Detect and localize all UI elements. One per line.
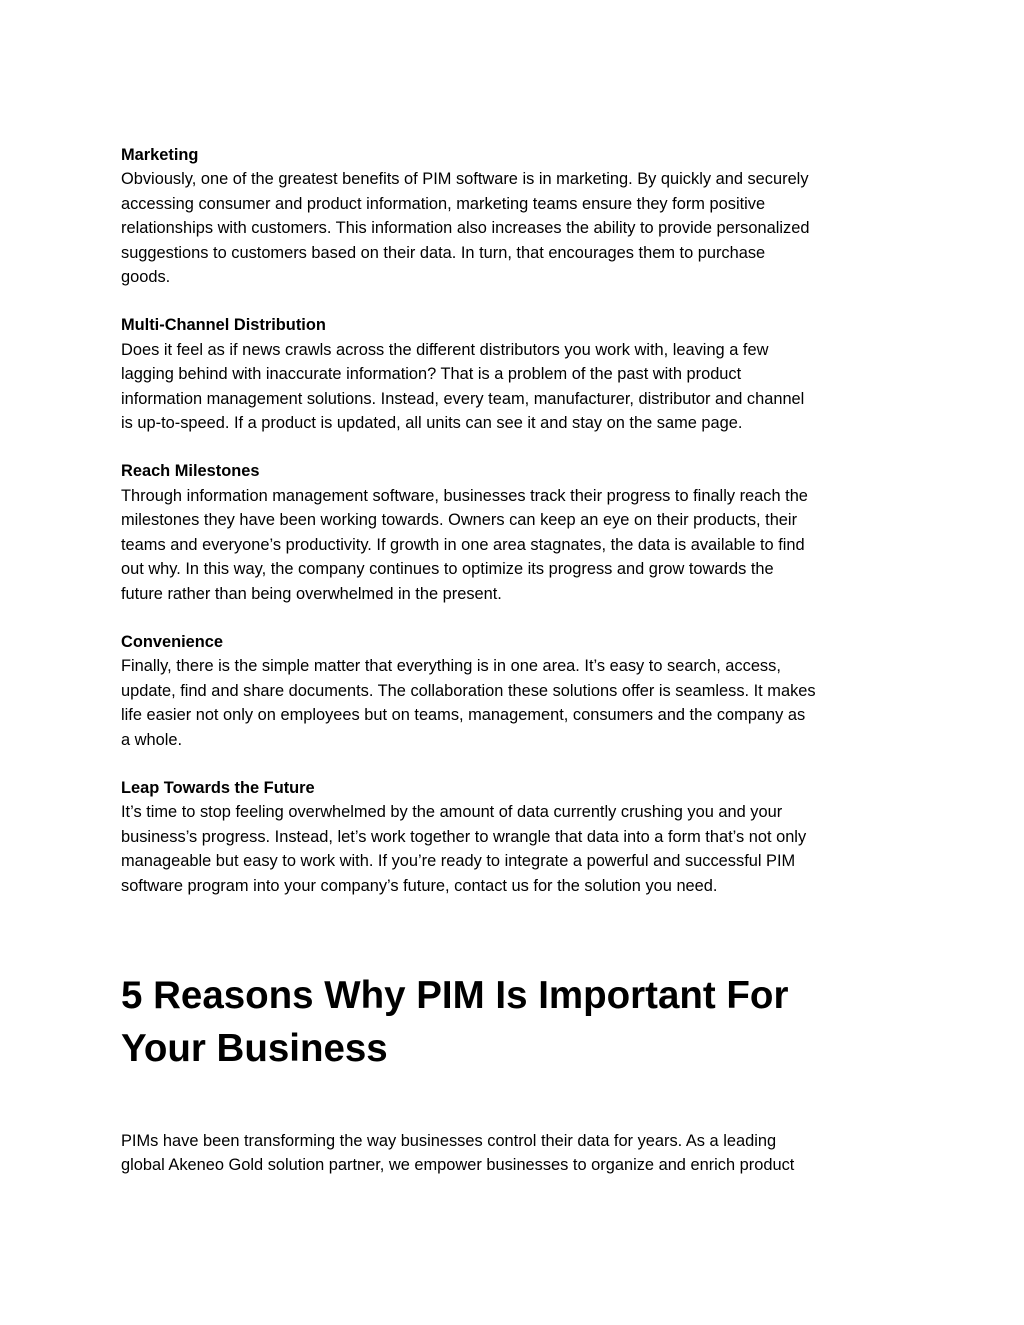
page-title xyxy=(121,970,921,1075)
paragraph-line: information management solutions. Instead, every team, manufacturer, distributor and channel xyxy=(121,389,805,408)
paragraph-line: accessing consumer and product information, marketing teams ensure they form positive xyxy=(121,194,766,213)
paragraph-line: lagging behind with inaccurate information? That is a problem of the past with product xyxy=(121,365,742,384)
paragraph-line: teams and everyone’s productivity. If growth in one area stagnates, the data is available to find xyxy=(121,535,805,554)
paragraph-line: business’s progress. Instead, let’s work together to wrangle that data into a form that’s not only xyxy=(121,827,807,846)
paragraph-line: update, find and share documents. The collaboration these solutions offer is seamless. It makes xyxy=(121,681,816,700)
title-line: 5 Reasons Why PIM Is Important For xyxy=(121,974,789,1017)
section-heading: Leap Towards the Future xyxy=(121,778,315,797)
paragraph-line: future rather than being overwhelmed in the present. xyxy=(121,584,502,603)
section-multi-channel-distribution xyxy=(121,313,911,435)
paragraph-line: Obviously, one of the greatest benefits of PIM software is in marketing. By quickly and securely xyxy=(121,170,809,189)
document-body xyxy=(121,143,911,922)
paragraph-line: is up-to-speed. If a product is updated, all units can see it and stay on the same page. xyxy=(121,414,743,433)
section-heading: Multi-Channel Distribution xyxy=(121,316,326,335)
paragraph-line: global Akeneo Gold solution partner, we empower businesses to organize and enrich product xyxy=(121,1156,795,1175)
section-convenience xyxy=(121,630,911,752)
paragraph-line: Through information management software, businesses track their progress to finally reach the xyxy=(121,486,808,505)
paragraph-line: PIMs have been transforming the way businesses control their data for years. As a leading xyxy=(121,1132,777,1150)
section-heading: Convenience xyxy=(121,632,224,651)
paragraph-line: goods. xyxy=(121,268,171,287)
section-heading: Reach Milestones xyxy=(121,462,260,481)
section-paragraph xyxy=(121,800,911,898)
section-leap-towards-the-future xyxy=(121,776,911,898)
intro-paragraph xyxy=(121,1129,911,1178)
paragraph-line: relationships with customers. This information also increases the ability to provide personalized xyxy=(121,219,810,238)
paragraph-line: software program into your company’s future, contact us for the solution you need. xyxy=(121,876,718,895)
paragraph-line: manageable but easy to work with. If you’re ready to integrate a powerful and successful PIM xyxy=(121,852,796,871)
section-heading: Marketing xyxy=(121,146,199,164)
paragraph-line: a whole. xyxy=(121,730,183,749)
paragraph-line: Finally, there is the simple matter that everything is in one area. It’s easy to search, access, xyxy=(121,657,781,676)
paragraph-line: Does it feel as if news crawls across the different distributors you work with, leaving a few xyxy=(121,340,769,359)
paragraph-line: milestones they have been working towards. Owners can keep an eye on their products, their xyxy=(121,511,798,530)
section-paragraph xyxy=(121,484,911,606)
title-line: Your Business xyxy=(121,1026,388,1070)
paragraph-line: It’s time to stop feeling overwhelmed by the amount of data currently crushing you and your xyxy=(121,803,783,822)
section-reach-milestones xyxy=(121,459,911,605)
section-paragraph xyxy=(121,338,911,436)
section-marketing xyxy=(121,143,911,289)
section-paragraph xyxy=(121,654,911,752)
paragraph-line: life easier not only on employees but on teams, management, consumers and the company as xyxy=(121,706,806,725)
paragraph-line: suggestions to customers based on their data. In turn, that encourages them to purchase xyxy=(121,243,766,262)
section-paragraph xyxy=(121,167,911,289)
paragraph-line: out why. In this way, the company continues to optimize its progress and grow towards the xyxy=(121,560,774,579)
